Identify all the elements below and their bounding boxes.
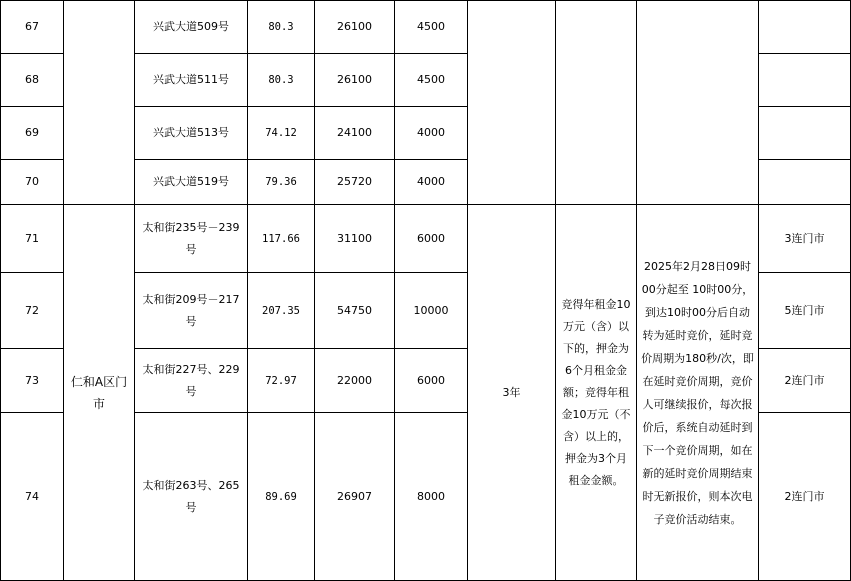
row-id: 71 bbox=[1, 205, 64, 273]
price-cell: 22000 bbox=[315, 349, 395, 413]
deposit-cell: 4000 bbox=[395, 107, 468, 160]
deposit-cell: 6000 bbox=[395, 205, 468, 273]
note-cell bbox=[759, 1, 851, 54]
group-cell-empty bbox=[64, 1, 135, 205]
address-cell: 太和街263号、265号 bbox=[135, 413, 248, 581]
group-name-cell: 仁和A区门市 bbox=[64, 205, 135, 581]
address-cell: 太和街209号－217号 bbox=[135, 273, 248, 349]
price-cell: 26100 bbox=[315, 54, 395, 107]
price-cell: 24100 bbox=[315, 107, 395, 160]
note-cell bbox=[759, 160, 851, 205]
price-cell: 31100 bbox=[315, 205, 395, 273]
note-cell: 2连门市 bbox=[759, 413, 851, 581]
area-cell: 207.35 bbox=[248, 273, 315, 349]
row-id: 72 bbox=[1, 273, 64, 349]
area-cell: 80.3 bbox=[248, 1, 315, 54]
deposit-rule-cell: 竞得年租金10万元（含）以下的，押金为6个月租金金额；竞得年租金10万元（不含）以上的，押金为3个月租金金额。 bbox=[556, 205, 637, 581]
auction-rule-cell-empty bbox=[637, 1, 759, 205]
price-cell: 26100 bbox=[315, 1, 395, 54]
area-cell: 89.69 bbox=[248, 413, 315, 581]
deposit-cell: 6000 bbox=[395, 349, 468, 413]
row-id: 73 bbox=[1, 349, 64, 413]
address-cell: 兴武大道513号 bbox=[135, 107, 248, 160]
deposit-cell: 8000 bbox=[395, 413, 468, 581]
note-cell: 2连门市 bbox=[759, 349, 851, 413]
address-cell: 兴武大道509号 bbox=[135, 1, 248, 54]
address-cell: 兴武大道519号 bbox=[135, 160, 248, 205]
address-cell: 太和街227号、229号 bbox=[135, 349, 248, 413]
note-cell bbox=[759, 107, 851, 160]
price-cell: 54750 bbox=[315, 273, 395, 349]
term-cell-empty bbox=[468, 1, 556, 205]
address-cell: 太和街235号－239号 bbox=[135, 205, 248, 273]
row-id: 74 bbox=[1, 413, 64, 581]
area-cell: 74.12 bbox=[248, 107, 315, 160]
row-id: 68 bbox=[1, 54, 64, 107]
row-id: 70 bbox=[1, 160, 64, 205]
area-cell: 117.66 bbox=[248, 205, 315, 273]
row-id: 67 bbox=[1, 1, 64, 54]
auction-rule-cell: 2025年2月28日09时 00分起至 10时00分，到达10时00分后自动转为延时竞价，延时竞价周期为180秒/次，即在延时竞价周期，竞价人可继续报价，每次报价后，系统自动延时到下一个竞价周期，如在新的延时竞价周期结束时无新报价，则本次电子竞价活动结束。 bbox=[637, 205, 759, 581]
deposit-cell: 4500 bbox=[395, 54, 468, 107]
area-cell: 72.97 bbox=[248, 349, 315, 413]
row-id: 69 bbox=[1, 107, 64, 160]
note-cell: 5连门市 bbox=[759, 273, 851, 349]
lease-term-cell: 3年 bbox=[468, 205, 556, 581]
price-cell: 25720 bbox=[315, 160, 395, 205]
area-cell: 80.3 bbox=[248, 54, 315, 107]
table-row bbox=[1, 1, 851, 54]
deposit-rule-cell-empty bbox=[556, 1, 637, 205]
deposit-cell: 4500 bbox=[395, 1, 468, 54]
deposit-cell: 4000 bbox=[395, 160, 468, 205]
area-cell: 79.36 bbox=[248, 160, 315, 205]
price-cell: 26907 bbox=[315, 413, 395, 581]
deposit-cell: 10000 bbox=[395, 273, 468, 349]
note-cell: 3连门市 bbox=[759, 205, 851, 273]
note-cell bbox=[759, 54, 851, 107]
table-row bbox=[1, 205, 851, 273]
address-cell: 兴武大道511号 bbox=[135, 54, 248, 107]
